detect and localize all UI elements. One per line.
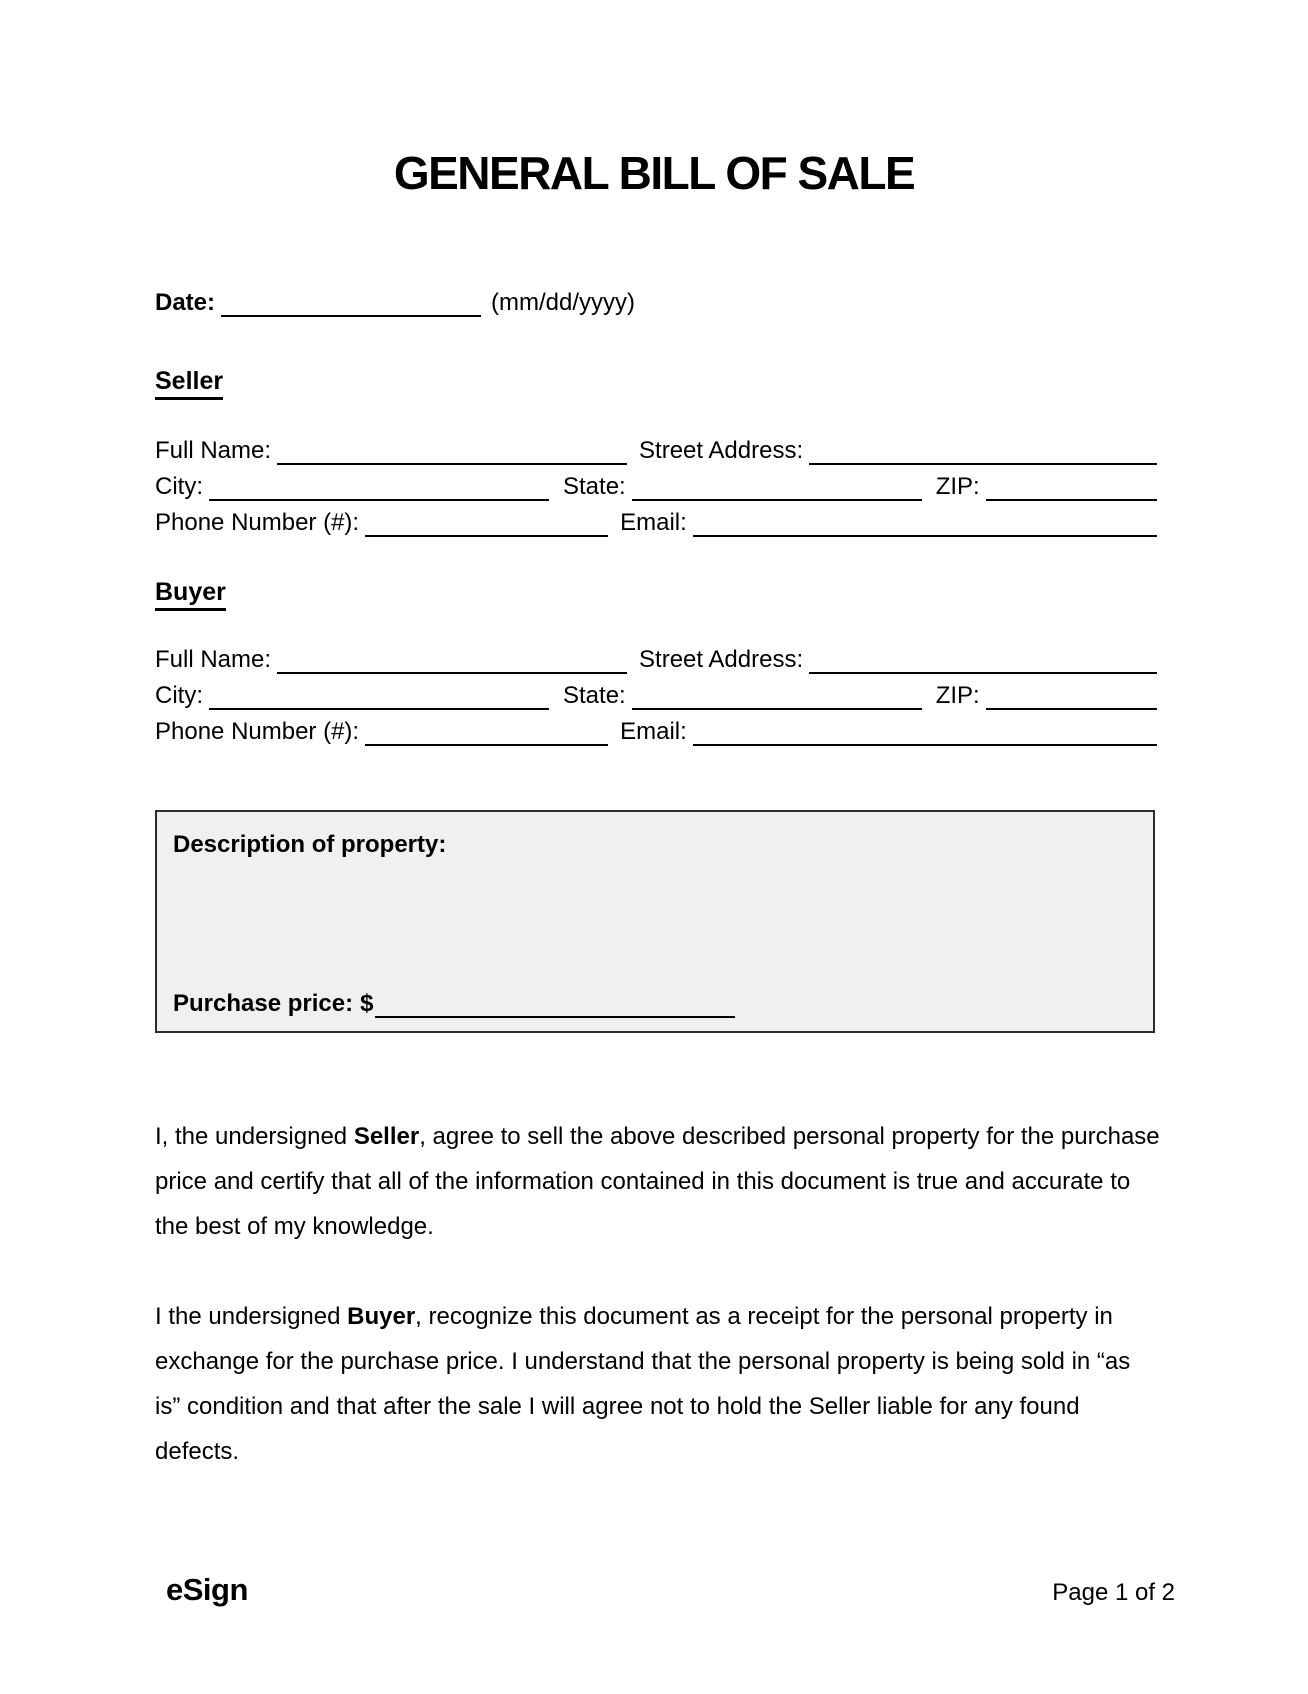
seller-street-address-label: Street Address: bbox=[639, 437, 804, 464]
seller-city-field[interactable] bbox=[209, 473, 549, 501]
buyer-full-name-field[interactable] bbox=[277, 646, 627, 674]
property-description-box bbox=[155, 810, 1155, 1033]
seller-email-field[interactable] bbox=[693, 509, 1157, 537]
purchase-price-field[interactable] bbox=[375, 990, 735, 1018]
buyer-zip-field[interactable] bbox=[986, 682, 1157, 710]
seller-full-name-field[interactable] bbox=[277, 437, 627, 465]
date-row bbox=[155, 287, 1157, 317]
buyer-phone-email-row bbox=[155, 716, 1157, 746]
seller-section-heading: Seller bbox=[155, 366, 223, 400]
purchase-price-label: Purchase price: bbox=[173, 990, 354, 1017]
buyer-full-name-label: Full Name: bbox=[155, 646, 272, 673]
buyer-street-address-field[interactable] bbox=[809, 646, 1157, 674]
seller-street-address-field[interactable] bbox=[809, 437, 1157, 465]
date-format-hint: (mm/dd/yyyy) bbox=[491, 289, 636, 316]
buyer-state-label: State: bbox=[563, 682, 626, 709]
seller-acknowledgment-paragraph: I, the undersigned Seller, agree to sell the above described personal property for the purchase price and certify that all of the information contained in this document is true and accurate to the best of my knowledge. bbox=[155, 1123, 1160, 1240]
seller-email-label: Email: bbox=[620, 509, 687, 536]
page-indicator: Page 1 of 2 bbox=[1052, 1579, 1175, 1606]
buyer-city-field[interactable] bbox=[209, 682, 549, 710]
purchase-price-row bbox=[173, 988, 1137, 1018]
buyer-street-address-label: Street Address: bbox=[639, 646, 804, 673]
buyer-city-state-zip-row bbox=[155, 680, 1157, 710]
seller-full-name-label: Full Name: bbox=[155, 437, 272, 464]
buyer-email-label: Email: bbox=[620, 718, 687, 745]
buyer-acknowledgment-paragraph: I the undersigned Buyer, recognize this document as a receipt for the personal property in exchange for the purchase price. I understand that the personal property is being sold in “as is” condition and that after the sale I will agree not to hold the Seller liable for any found defects. bbox=[155, 1303, 1131, 1465]
currency-symbol: $ bbox=[360, 990, 374, 1017]
seller-city-state-zip-row bbox=[155, 471, 1157, 501]
buyer-phone-field[interactable] bbox=[365, 718, 608, 746]
page-title: GENERAL BILL OF SALE bbox=[393, 147, 915, 199]
seller-city-label: City: bbox=[155, 473, 203, 500]
seller-zip-label: ZIP: bbox=[935, 473, 980, 500]
buyer-city-label: City: bbox=[155, 682, 203, 709]
buyer-email-field[interactable] bbox=[693, 718, 1157, 746]
seller-name-address-row bbox=[155, 435, 1157, 465]
buyer-zip-label: ZIP: bbox=[935, 682, 980, 709]
seller-zip-field[interactable] bbox=[986, 473, 1157, 501]
buyer-state-field[interactable] bbox=[632, 682, 922, 710]
date-field[interactable] bbox=[221, 289, 481, 317]
date-label: Date: bbox=[155, 289, 216, 316]
seller-phone-email-row bbox=[155, 507, 1157, 537]
seller-state-field[interactable] bbox=[632, 473, 922, 501]
buyer-name-address-row bbox=[155, 644, 1157, 674]
seller-phone-label: Phone Number (#): bbox=[155, 509, 360, 536]
buyer-phone-label: Phone Number (#): bbox=[155, 718, 360, 745]
seller-state-label: State: bbox=[563, 473, 626, 500]
esign-logo: eSign bbox=[166, 1572, 248, 1607]
buyer-section-heading: Buyer bbox=[155, 577, 226, 611]
description-of-property-label: Description of property: bbox=[173, 831, 447, 858]
description-of-property-field[interactable] bbox=[173, 864, 1137, 974]
seller-phone-field[interactable] bbox=[365, 509, 608, 537]
